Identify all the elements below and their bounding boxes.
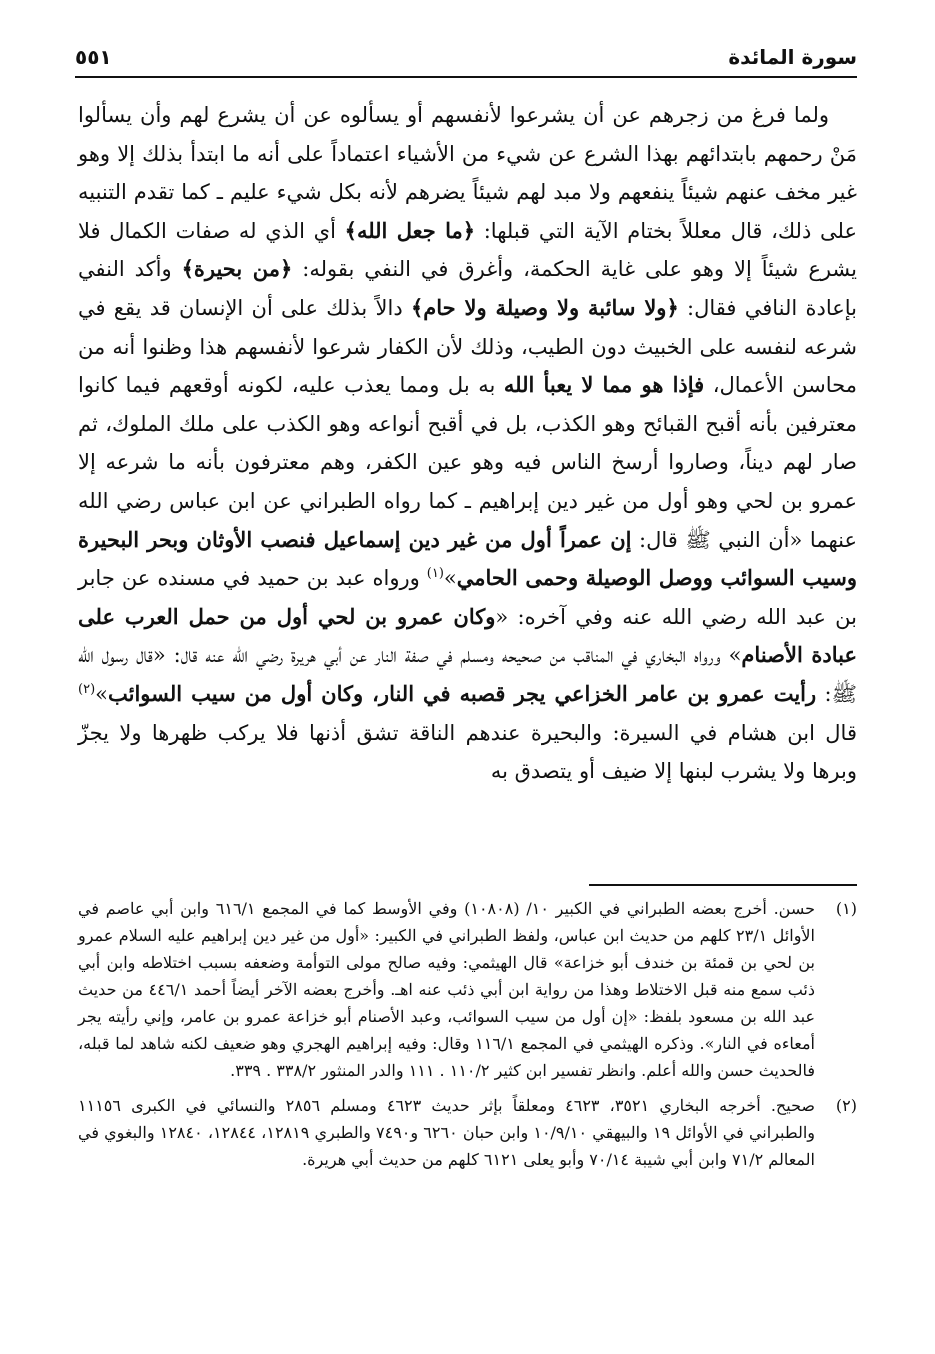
footnote-reference: (١) xyxy=(426,566,444,582)
footnote xyxy=(78,1092,857,1173)
header-rule xyxy=(75,76,857,78)
surah-title: سورة المائدة xyxy=(728,45,857,69)
text-segment: دالاً بذلك على أن الإنسان قد يقع في شرعه لنفسه على الخبيث دون الطيب، وذلك لأن الكفار شرعوا لأنفسهم هذا وظنوا أنه من محاسن الأعمال، xyxy=(78,295,857,398)
text-segment: قال ابن هشام في السيرة: والبحيرة عندهم الناقة تشق أذنها فلا يركب ظهرها ولا يجزّ وبرها ولا يشرب لبنها إلا ضيف أو يتصدق به xyxy=(78,720,857,784)
text-segment: » xyxy=(443,566,457,591)
text-segment: ولما فرغ من زجرهم عن أن يشرعوا لأنفسهم أو يسألوه عن أن يشرع لهم وأن يسألوا مَنْ رحمهم بابتدائهم بهذا الشرع عن شيء من الأشياء اعتماداً على أنه ما ابتدأ بذلك إلا وهو غير مخف عنهم شيئاً ينفعهم ولا مبد لهم شيئاً يضرهم لأنه بكل شيء عليم ـ كما تقدم التنبيه على ذلك، قال معللاً بختام الآية التي قبلها: xyxy=(78,103,857,243)
text-segment: » ورواه البخاري في المناقب من صحيحه ومسلم في صفة النار عن أبي هريرة رضي الله عنه قال: «قال رسول الله ﷺ: xyxy=(78,643,857,706)
text-segment: وأكد النفي بإعادة النافي فقال: xyxy=(78,257,857,320)
text-segment: ورواه عبد بن حميد في مسنده عن جابر بن عبد الله رضي الله عنه وفي آخره: « xyxy=(78,566,857,629)
emphasis-phrase: فإذا هو مما لا يعبأ الله xyxy=(503,372,705,398)
footnote-text: صحيح. أخرجه البخاري ٣٥٢١، ٤٦٢٣ ومعلقاً بإثر حديث ٤٦٢٣ ومسلم ٢٨٥٦ والنسائي في الكبرى ١١١٥٦ والطبراني في الأوائل ١٩ والبيهقي ١٠/٩/١٠ وابن حبان ٦٢٦٠ و٧٤٩٠ والطبري ١٢٨١٩، ١٢٨٤٤، ١٢٨٤٠ والبغوي في المعالم ٧١/٢ وابن أبي شيبة ٧٠/١٤ وأبو يعلى ٦١٢١ كلهم من حديث أبي هريرة. xyxy=(78,1096,816,1169)
footnotes xyxy=(78,895,857,1181)
main-paragraph xyxy=(78,96,857,791)
quran-quote: ﴿ولا سائبة ولا وصيلة ولا حام﴾ xyxy=(410,294,679,320)
hadith-quote: رأيت عمرو بن عامر الخزاعي يجر قصبه في النار، وكان أول من سيب السوائب xyxy=(108,680,817,706)
hadith-quote: إن عمراً أول من غير دين إسماعيل فنصب الأوثان وبحر البحيرة وسيب السوائب ووصل الوصيلة وحمى الحامي xyxy=(78,526,857,591)
quran-quote: ﴿ما جعل الله﴾ xyxy=(344,217,476,243)
footnote-number: (٢) xyxy=(835,1096,857,1115)
hadith-quote: وكان عمرو بن لحي أول من حمل العرب على عبادة الأصنام xyxy=(78,603,857,668)
footnote-number: (١) xyxy=(835,899,857,918)
running-header xyxy=(75,40,857,74)
main-text xyxy=(78,96,857,791)
footnote-divider xyxy=(589,884,857,886)
footnote-text: حسن. أخرج بعضه الطبراني في الكبير ١٠/ (١٠٨٠٨) وفي الأوسط كما في المجمع ٦١٦/١ وابن أبي عاصم في الأوائل ٢٣/١ كلهم من حديث ابن عباس، ولفظ الطبراني في الكبير: «أول من غير دين إبراهيم عليه السلام عمرو بن لحي بن قمئة بن خندف أبو خزاعة» قال الهيثمي: وفيه صالح مولى التوأمة وضعفه بسبب اختلاطه وابن أبي ذئب سمع منه قبل الاختلاط وهذا من رواية ابن أبي ذئب عنه اهـ. وأخرج بعضه الآخر أيضاً أحمد ٤٤٦/١ من حديث عبد الله بن مسعود بلفظ: «إن أول من سيب السوائب، وعبد الأصنام أبو خزاعة عمرو بن عامر، وإني رأيته يجر أمعاءه في النار». وذكره الهيثمي في المجمع ١١٦/١ وقال: وفيه إبراهيم الهجري وهو ضعيف لكنه شاهد لما قبله، فالحديث حسن والله أعلم. وانظر تفسير ابن كثير ١١٠/٢ . ١١١ والدر المنثور ٣٣٨/٢ . ٣٣٩. xyxy=(78,899,816,1080)
text-segment: به بل ومما يعذب عليه، لكونه أوقعهم فيما كانوا معترفين بأنه أقبح القبائح وهو الكذب، بل في أقبح أنواعه وهو الكذب على ملك الملوك، ثم صار لهم ديناً، وصاروا أرسخ الناس فيه وهو عين الكفر، وهم معترفون بأنه ما شرعه إلا عمرو بن لحي وهو أول من غير دين إبراهيم ـ كما رواه الطبراني عن ابن عباس رضي الله عنهما «أن النبي ﷺ قال: xyxy=(78,373,857,552)
text-segment: أي الذي له صفات الكمال فلا يشرع شيئاً إلا وهو على غاية الحكمة، وأغرق في النفي بقوله: xyxy=(78,218,858,282)
page-number: ٥٥١ xyxy=(75,45,112,69)
footnote-reference: (٢) xyxy=(78,681,96,697)
footnote xyxy=(78,895,857,1084)
quran-quote: ﴿من بحيرة﴾ xyxy=(181,256,293,282)
text-segment: » xyxy=(95,681,108,706)
